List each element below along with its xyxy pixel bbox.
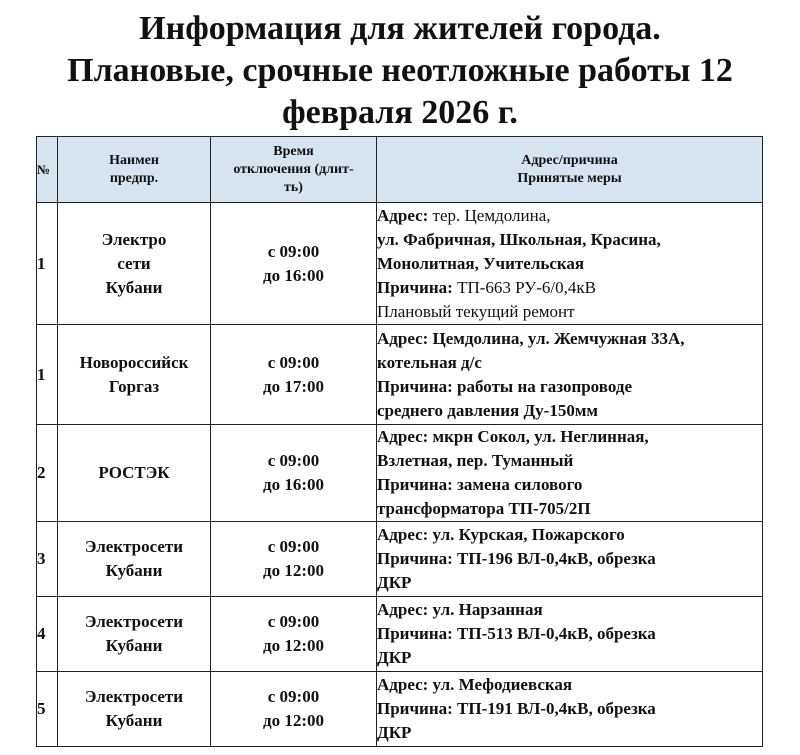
row-number: 2 (37, 425, 58, 522)
row-number: 5 (37, 672, 58, 747)
address-text-segment: Причина: ТП-191 ВЛ-0,4кВ, обрезка (377, 699, 656, 718)
address-text-segment: Причина: замена силового (377, 475, 583, 494)
address-line (377, 497, 762, 521)
address-text-segment: Адрес: Цемдолина, ул. Жемчужная 33А, (377, 328, 685, 348)
address-text-segment: Причина: ТП-196 ВЛ-0,4кВ, обрезка (377, 549, 656, 568)
time-line: с 09:00 (267, 687, 320, 706)
address-text-segment: Адрес: мкрн Сокол, ул. Неглинная, (377, 427, 649, 446)
address-line (377, 721, 762, 745)
row-organization (58, 672, 211, 747)
time-line: до 12:00 (262, 711, 324, 730)
header-addr: Адрес/причина Принятые меры (377, 137, 763, 203)
row-address-reason (377, 597, 763, 672)
table-row (37, 325, 763, 425)
row-outage-time (211, 425, 377, 522)
address-line (377, 598, 762, 622)
organization-line: Электро (101, 229, 167, 249)
address-text-segment: Адрес: ул. Курская, Пожарского (377, 525, 625, 544)
address-line (377, 425, 762, 449)
time-line: до 16:00 (262, 475, 324, 494)
row-address-reason (377, 672, 763, 747)
address-line (377, 622, 762, 646)
address-line (377, 327, 762, 351)
address-line (377, 697, 762, 721)
organization-line: Горгаз (108, 376, 160, 396)
time-line: до 16:00 (262, 265, 324, 285)
works-table (36, 136, 763, 747)
row-number: 3 (37, 522, 58, 597)
table-row (37, 597, 763, 672)
address-text-segment: Взлетная, пер. Туманный (377, 451, 574, 470)
row-address-reason (377, 325, 763, 425)
organization-line: РОСТЭК (98, 463, 170, 482)
organization-line: Кубани (105, 636, 163, 655)
header-time: Время отключения (длит- ть) (211, 137, 377, 203)
address-text-segment: тер. Цемдолина, (428, 205, 551, 225)
table-body (37, 203, 763, 747)
organization-line: сети (117, 253, 151, 273)
address-text-segment: Причина: работы на газопроводе (377, 376, 632, 396)
address-text-segment: трансформатора ТП-705/2П (377, 499, 591, 518)
address-line (377, 547, 762, 571)
row-number: 1 (37, 325, 58, 425)
row-outage-time (211, 597, 377, 672)
row-address-reason (377, 425, 763, 522)
row-number: 4 (37, 597, 58, 672)
organization-line: Кубани (105, 277, 163, 297)
time-line: до 17:00 (262, 376, 324, 396)
address-text-segment: ДКР (377, 573, 412, 592)
title-line-3: февраля 2026 г. (282, 94, 518, 131)
table-row (37, 522, 763, 597)
page-title (0, 8, 800, 134)
address-line (377, 252, 762, 276)
row-address-reason (377, 522, 763, 597)
organization-line: Кубани (105, 711, 163, 730)
header-num: № (37, 137, 58, 203)
row-organization (58, 597, 211, 672)
address-text-segment: ТП-663 РУ-6/0,4кВ (452, 277, 596, 297)
address-text-segment: ДКР (377, 648, 412, 667)
address-text-segment: Причина: (377, 277, 453, 297)
address-text-segment: ул. Фабричная, Школьная, Красина, (377, 229, 661, 249)
time-line: с 09:00 (267, 241, 320, 261)
address-line (377, 399, 762, 423)
header-org: Наимен предпр. (58, 137, 211, 203)
organization-line: Новороссийск (79, 352, 189, 372)
address-text-segment: Адрес: (377, 205, 429, 225)
time-line: с 09:00 (267, 537, 320, 556)
address-line (377, 473, 762, 497)
table-row (37, 425, 763, 522)
title-line-2: Плановые, срочные неотложные работы 12 (67, 52, 733, 89)
row-organization (58, 522, 211, 597)
address-text-segment: Плановый текущий ремонт (377, 301, 575, 321)
row-organization (58, 325, 211, 425)
address-line (377, 276, 762, 300)
row-number: 1 (37, 203, 58, 325)
organization-line: Электросети (84, 687, 184, 706)
address-text-segment: Адрес: ул. Мефодиевская (377, 675, 573, 694)
address-text-segment: Монолитная, Учительская (377, 253, 585, 273)
address-line (377, 375, 762, 399)
address-line (377, 228, 762, 252)
row-outage-time (211, 203, 377, 325)
address-text-segment: среднего давления Ду-150мм (377, 400, 598, 420)
time-line: с 09:00 (267, 352, 320, 372)
address-line (377, 449, 762, 473)
title-line-1: Информация для жителей города. (139, 10, 661, 47)
organization-line: Электросети (84, 612, 184, 631)
row-outage-time (211, 325, 377, 425)
row-outage-time (211, 522, 377, 597)
address-line (377, 300, 762, 324)
time-line: с 09:00 (267, 612, 320, 631)
organization-line: Электросети (84, 537, 184, 556)
row-outage-time (211, 672, 377, 747)
table-row (37, 203, 763, 325)
address-text-segment: Адрес: ул. Нарзанная (377, 600, 543, 619)
header-row (37, 137, 763, 203)
organization-line: Кубани (105, 561, 163, 580)
address-line (377, 351, 762, 375)
time-line: до 12:00 (262, 561, 324, 580)
address-line (377, 523, 762, 547)
time-line: с 09:00 (267, 451, 320, 470)
address-text-segment: Причина: ТП-513 ВЛ-0,4кВ, обрезка (377, 624, 656, 643)
address-line (377, 571, 762, 595)
address-text-segment: ДКР (377, 723, 412, 742)
table-row (37, 672, 763, 747)
address-line (377, 673, 762, 697)
row-address-reason (377, 203, 763, 325)
address-line (377, 204, 762, 228)
row-organization (58, 203, 211, 325)
address-line (377, 646, 762, 670)
row-organization (58, 425, 211, 522)
address-text-segment: котельная д/с (377, 352, 482, 372)
time-line: до 12:00 (262, 636, 324, 655)
